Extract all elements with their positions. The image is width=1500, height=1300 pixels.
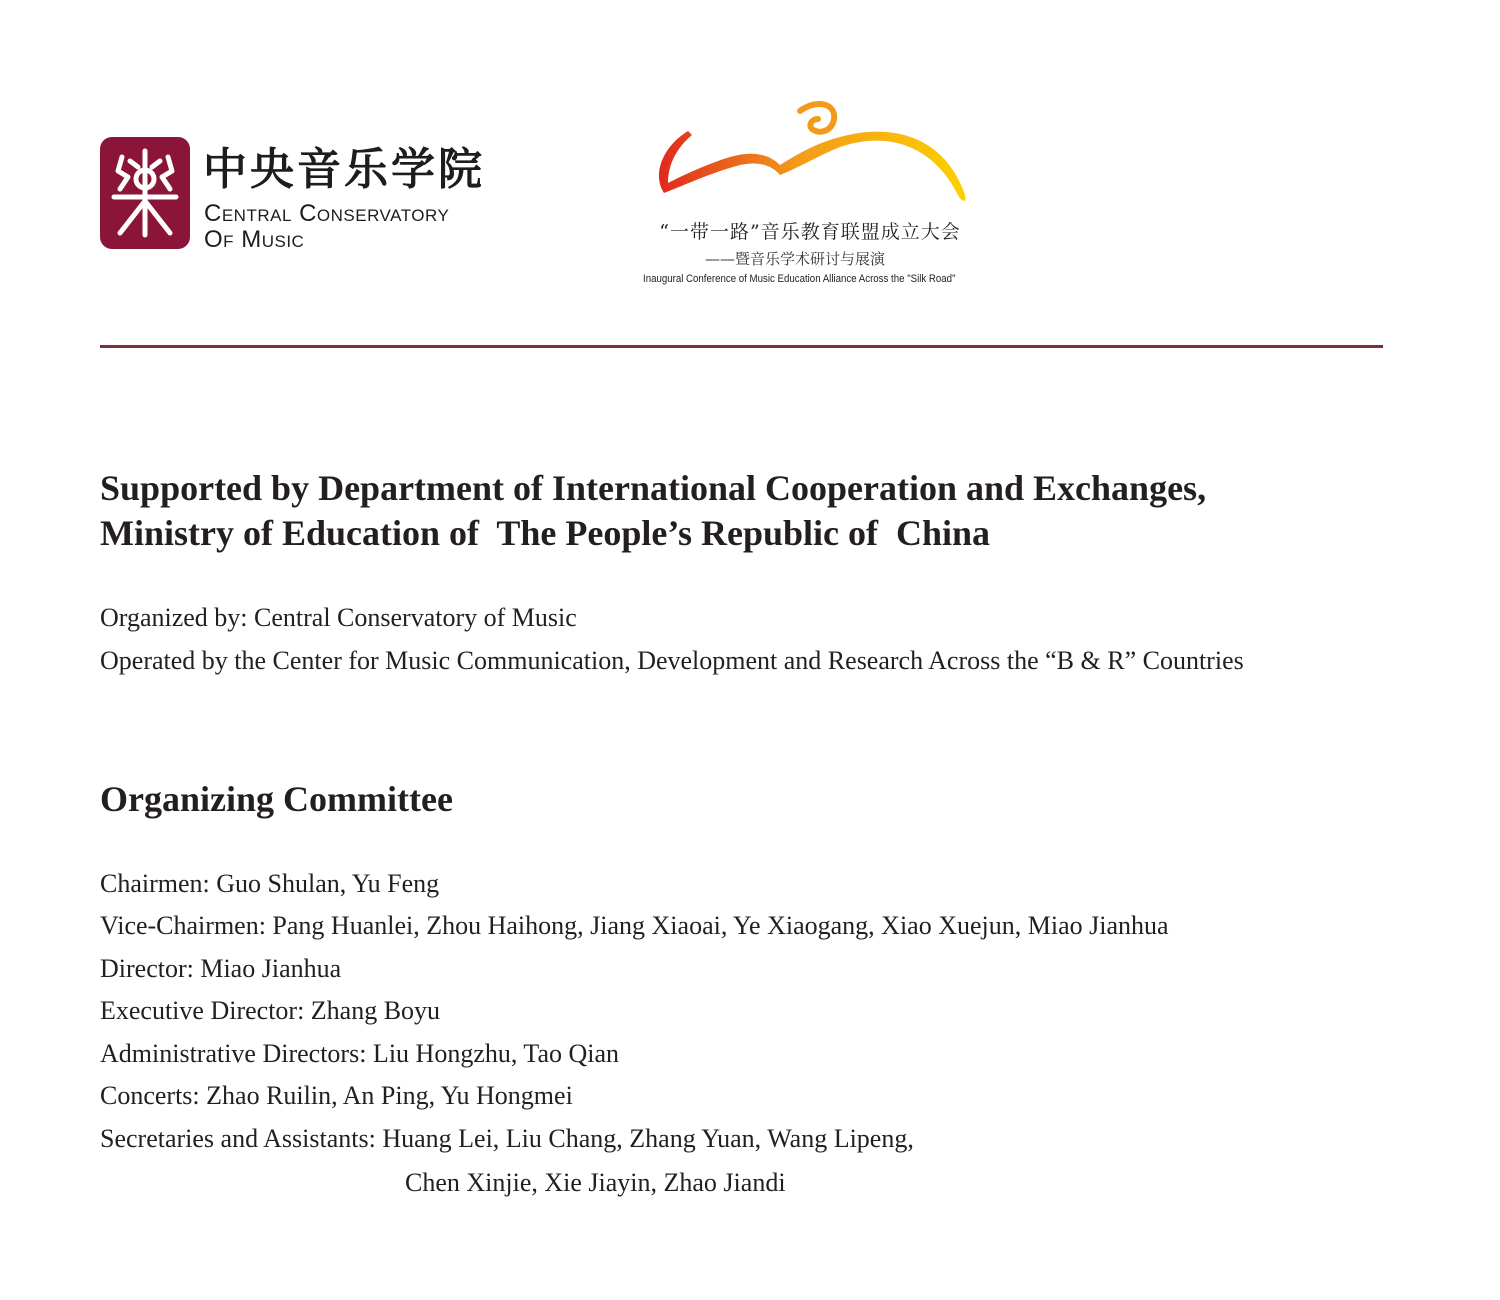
silk-road-brush-stroke-icon: [640, 95, 985, 215]
committee-row-executive-director: Executive Director: Zhang Boyu: [100, 996, 441, 1025]
committee-row-chairmen: Chairmen: Guo Shulan, Yu Feng: [100, 869, 440, 898]
committee-row-secretaries: Secretaries and Assistants: Huang Lei, Liu Chang, Zhang Yuan, Wang Lipeng,: [100, 1124, 914, 1153]
committee-title: Organizing Committee: [100, 779, 453, 819]
committee-row-secretaries-continued: Chen Xinjie, Xie Jiayin, Zhao Jiandi: [405, 1168, 786, 1197]
committee-row-concerts: Concerts: Zhao Ruilin, An Ping, Yu Hongmei: [100, 1081, 573, 1110]
organized-by-text: Organized by: Central Conservatory of Music: [100, 603, 577, 632]
operated-by-text: Operated by the Center for Music Communication, Development and Research Across the “B & R” Countries: [100, 646, 1244, 675]
ccm-logo: [100, 137, 500, 252]
alliance-chinese-subtitle: ——暨音乐学术研讨与展演: [705, 250, 886, 268]
committee-row-vice-chairmen: Vice-Chairmen: Pang Huanlei, Zhou Haihong, Jiang Xiaoai, Ye Xiaogang, Xiao Xuejun, Miao Jianhua: [100, 911, 1169, 940]
ccm-chinese-name: 中央音乐学院: [203, 144, 485, 195]
alliance-english-title: Inaugural Conference of Music Education Alliance Across the "Silk Road": [643, 273, 956, 285]
committee-row-administrative-directors: Administrative Directors: Liu Hongzhu, Tao Qian: [100, 1039, 620, 1068]
committee-row-director: Director: Miao Jianhua: [100, 954, 342, 983]
ccm-english-name-line-1-text: Central Conservatory: [204, 200, 450, 227]
support-statement-line-1: Supported by Department of International Cooperation and Exchanges,: [100, 468, 1207, 508]
ccm-english-name-line-1: [204, 200, 449, 228]
support-statement-line-2: Ministry of Education of The People’s Republic of China: [100, 513, 991, 553]
ccm-emblem-icon: [100, 137, 190, 249]
ccm-english-name-line-2: [204, 226, 304, 254]
alliance-logo: [640, 95, 985, 295]
alliance-chinese-title: “一带一路”音乐教育联盟成立大会: [659, 221, 961, 243]
header-divider: [100, 345, 1383, 348]
ccm-english-name-line-2-text: Of Music: [204, 226, 305, 253]
